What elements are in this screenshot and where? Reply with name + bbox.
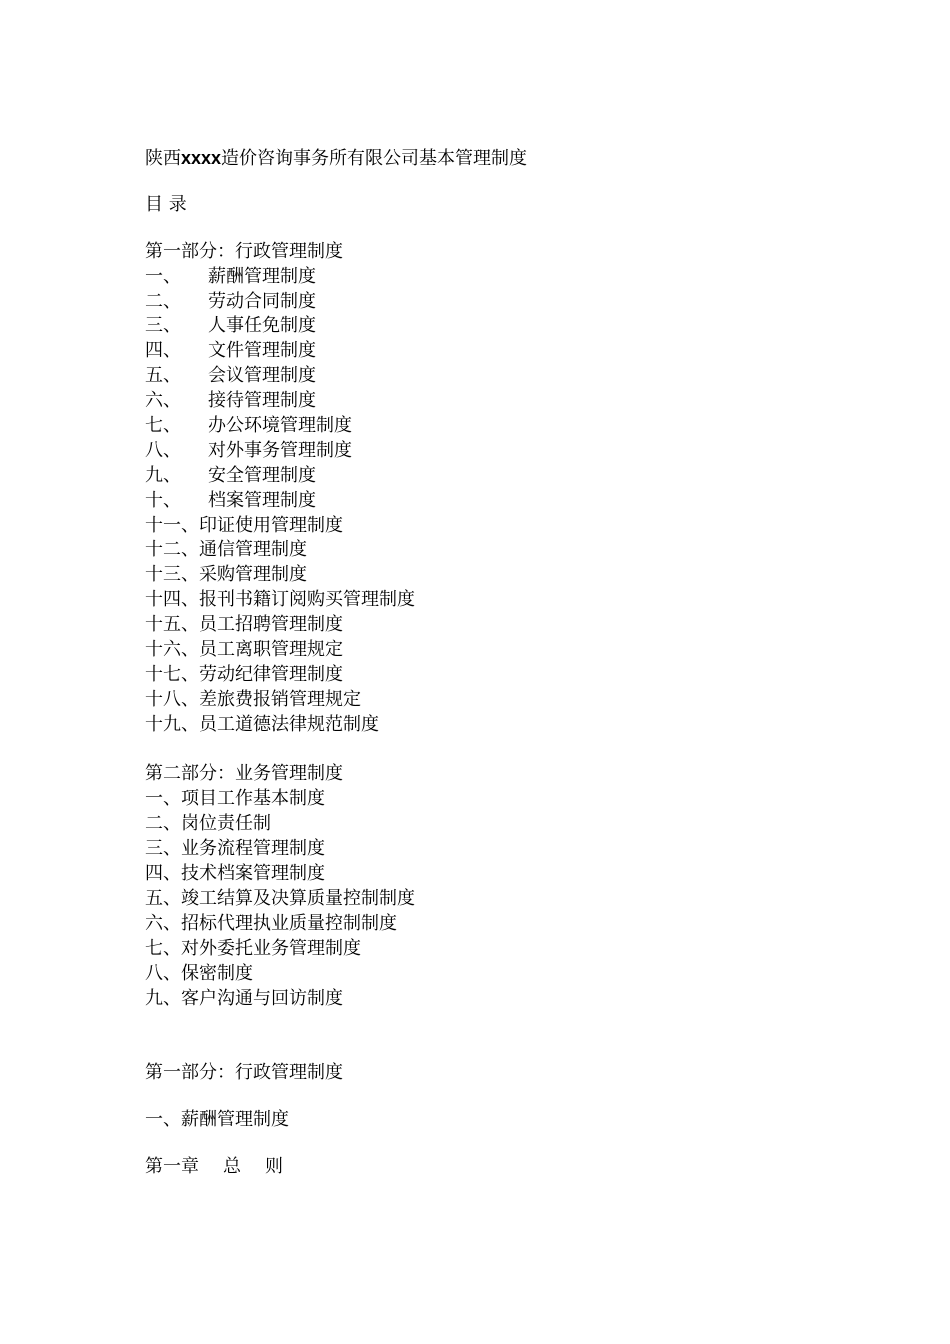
toc-item-number: 五、 <box>145 365 181 387</box>
toc-item <box>145 389 865 414</box>
toc-item: 二、岗位责任制 <box>145 813 271 835</box>
chapter-heading <box>145 1155 865 1180</box>
toc-item-number: 一、 <box>145 265 181 287</box>
toc-item <box>145 364 865 389</box>
toc-item-text: 对外事务管理制度 <box>208 439 352 461</box>
toc-item-text: 劳动合同制度 <box>208 290 316 312</box>
toc-item-number: 九、 <box>145 464 181 486</box>
document-title <box>145 146 865 171</box>
toc-item-text: 档案管理制度 <box>208 489 316 511</box>
toc-part2-heading: 第二部分：业务管理制度 <box>145 763 343 785</box>
toc-item: 十八、差旅费报销管理规定 <box>145 688 361 710</box>
toc-item: 十七、劳动纪律管理制度 <box>145 663 343 685</box>
toc-item <box>145 314 865 339</box>
toc-item: 三、业务流程管理制度 <box>145 838 325 860</box>
toc-item: 五、竣工结算及决算质量控制制度 <box>145 887 415 909</box>
title-suffix: 造价咨询事务所有限公司基本管理制度 <box>221 148 528 169</box>
toc-heading: 目 录 <box>145 193 187 215</box>
toc-item-text: 接待管理制度 <box>208 390 316 412</box>
title-prefix: 陕西 <box>145 148 181 169</box>
toc-item-number: 八、 <box>145 439 181 461</box>
toc-item-number: 四、 <box>145 340 181 362</box>
toc-item: 九、客户沟通与回访制度 <box>145 987 343 1009</box>
toc-item-text: 安全管理制度 <box>208 464 316 486</box>
toc-item: 十四、报刊书籍订阅购买管理制度 <box>145 589 415 611</box>
toc-item <box>145 265 865 290</box>
toc-item: 十六、员工离职管理规定 <box>145 639 343 661</box>
toc-item-text: 文件管理制度 <box>208 340 316 362</box>
toc-item: 十二、通信管理制度 <box>145 539 307 561</box>
toc-item-text: 薪酬管理制度 <box>208 265 316 287</box>
toc-item <box>145 464 865 489</box>
toc-item <box>145 414 865 439</box>
toc-item-number: 三、 <box>145 315 181 337</box>
toc-item <box>145 339 865 364</box>
toc-part1-list <box>145 265 865 738</box>
toc-item <box>145 439 865 464</box>
toc-item-number: 七、 <box>145 415 181 437</box>
toc-item-text: 人事任免制度 <box>208 315 316 337</box>
toc-item: 六、招标代理执业质量控制制度 <box>145 912 397 934</box>
toc-item-text: 办公环境管理制度 <box>208 415 352 437</box>
toc-part1-heading: 第一部分：行政管理制度 <box>145 240 343 262</box>
toc-item: 十九、员工道德法律规范制度 <box>145 713 379 735</box>
chapter-title-word: 总 <box>223 1155 241 1177</box>
toc-item-text: 会议管理制度 <box>208 365 316 387</box>
chapter-title-word: 则 <box>265 1155 283 1177</box>
toc-item <box>145 489 865 514</box>
title-company-placeholder: xxxx <box>181 148 222 168</box>
toc-item-number: 二、 <box>145 290 181 312</box>
toc-item-number: 十、 <box>145 489 181 511</box>
body-section-heading: 一、薪酬管理制度 <box>145 1109 289 1131</box>
toc-item: 七、对外委托业务管理制度 <box>145 937 361 959</box>
toc-item: 十五、员工招聘管理制度 <box>145 614 343 636</box>
toc-item: 十一、印证使用管理制度 <box>145 514 343 536</box>
toc-item-number: 六、 <box>145 390 181 412</box>
chapter-number: 第一章 <box>145 1155 199 1177</box>
toc-item: 一、项目工作基本制度 <box>145 788 325 810</box>
document-page <box>145 146 865 1180</box>
toc-item: 八、保密制度 <box>145 962 253 984</box>
toc-item <box>145 290 865 315</box>
body-part-heading: 第一部分：行政管理制度 <box>145 1062 343 1084</box>
toc-item: 四、技术档案管理制度 <box>145 863 325 885</box>
toc-part2-list <box>145 787 865 1011</box>
toc-item: 十三、采购管理制度 <box>145 564 307 586</box>
